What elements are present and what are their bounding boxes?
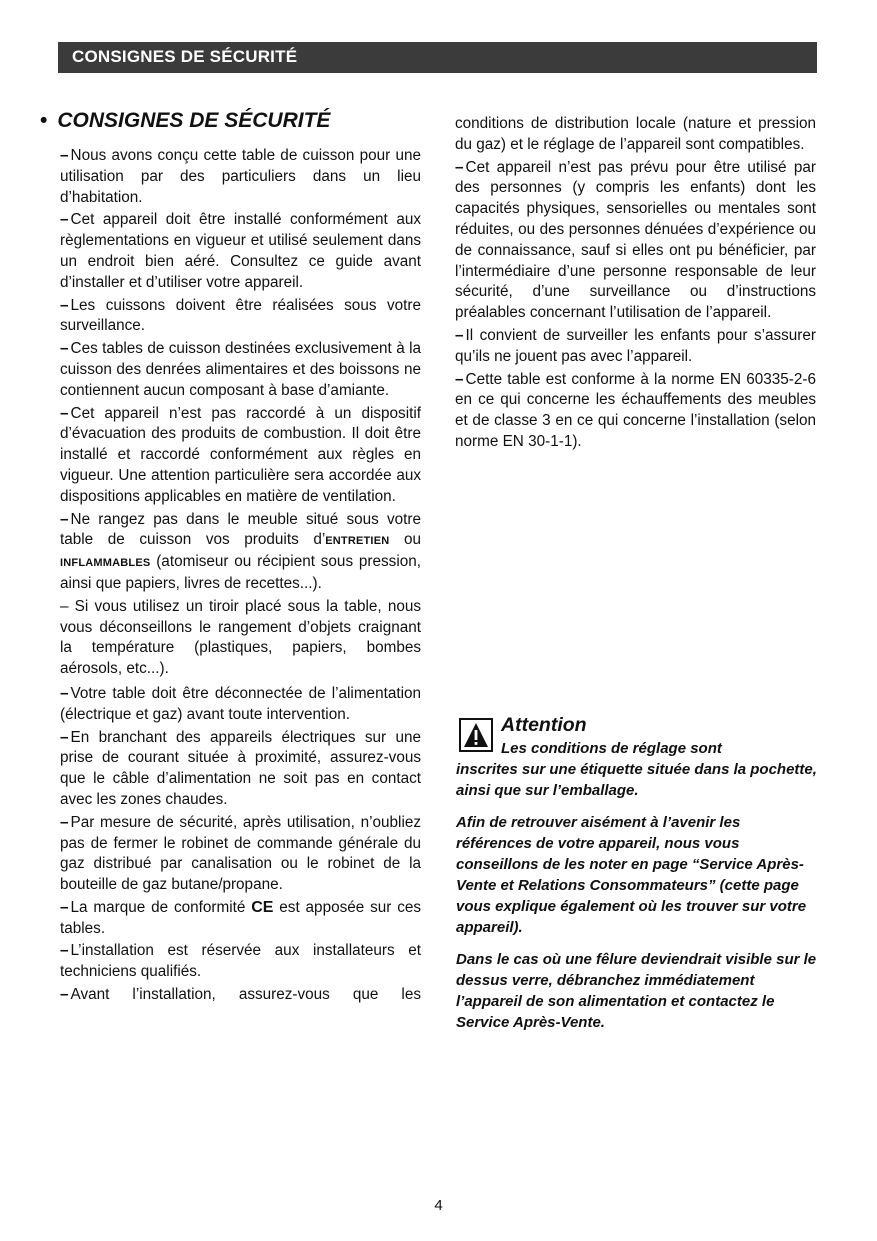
paragraph-text: Votre table doit être déconnectée de l’alimentation (électrique et gaz) avant toute intervention. <box>60 684 421 723</box>
paragraph-text: Cet appareil n’est pas raccordé à un dispositif d’évacuation des produits de combustion. Il doit être installé et raccordé conformément aux règles en vigueur. Une attention particulière sera accordée aux dispositions applicables en matière de ventilation. <box>60 404 421 505</box>
paragraph-text: Ne rangez pas dans le meuble situé sous votre table de cuisson vos produits d’ <box>60 510 421 549</box>
paragraph <box>60 728 421 811</box>
paragraph-text: Cette table est conforme à la norme EN 60335-2-6 en ce qui concerne les échauffements des meubles et de classe 3 en ce qui concerne l’installation (selon norme EN 30-1-1). <box>455 370 816 450</box>
dash: – <box>455 326 464 344</box>
left-column <box>60 146 421 1006</box>
dash: – <box>60 986 69 1004</box>
paragraph <box>60 985 421 1006</box>
page-number: 4 <box>434 1197 443 1214</box>
dash: – <box>60 147 69 164</box>
paragraph <box>455 370 816 453</box>
dash: – <box>60 898 69 916</box>
inflammables-label: INFLAMMABLES <box>60 557 151 570</box>
section-title <box>40 109 330 133</box>
paragraph-text: Cet appareil n’est pas prévu pour être utilisé par des personnes (y compris les enfants) dont les capacités physiques, sensorielles ou mentales sont réduites, ou des personnes dénuées d’expérience ou de connaissance, sauf si elles ont pu bénéficier, par l’intermédiaire d’une personne responsable de leur sécurité, d’une surveillance ou d’instructions préalables concernant l’utilisation de l’appareil. <box>455 158 816 322</box>
paragraph-text: Il convient de surveiller les enfants pour s’assurer qu’ils ne jouent pas avec l’appareil. <box>455 326 816 365</box>
dash: – <box>60 211 69 229</box>
paragraph-text: est apposée sur ces tables. <box>60 898 421 937</box>
entretien-label: ENTRETIEN <box>325 535 390 548</box>
paragraph-text: ou <box>389 531 421 549</box>
paragraph-text: conditions de distribution locale (nature et pression du gaz) et le réglage de l’appareil sont compatibles. <box>455 115 816 153</box>
paragraph <box>60 296 421 338</box>
paragraph-text: Par mesure de sécurité, après utilisation, n’oubliez pas de fermer le robinet de commande générale du gaz distribué par canalisation ou le robinet de la bouteille de gaz butane/propane. <box>60 813 421 894</box>
paragraph-text: L’installation est réservée aux installateurs et techniciens qualifiés. <box>60 942 421 981</box>
attention-lead: Les conditions de réglage sont <box>501 740 722 757</box>
paragraph-text: Ces tables de cuisson destinées exclusivement à la cuisson des denrées alimentaires et des boissons ne contiennent aucun composant à base d’amiante. <box>60 340 421 399</box>
attention-paragraph: Dans le cas où une fêlure deviendrait visible sur le dessus verre, débranchez immédiatement l’appareil de son alimentation et contactez le Service Après-Vente. <box>456 951 817 1031</box>
header-title: CONSIGNES DE SÉCURITÉ <box>72 47 298 66</box>
attention-body <box>456 759 818 1044</box>
paragraph-text: Nous avons conçu cette table de cuisson pour une utilisation par des particuliers dans un lieu d’habitation. <box>60 147 421 206</box>
paragraph <box>60 404 421 508</box>
paragraph <box>455 114 816 156</box>
paragraph <box>60 339 421 401</box>
paragraph-text: Cet appareil doit être installé conformément aux règlementations en vigueur et utilisé seulement dans un endroit bien aéré. Consultez ce guide avant d’installer et d’utiliser votre appareil. <box>60 211 421 291</box>
paragraph <box>60 510 421 595</box>
paragraph-text: – Si vous utilisez un tiroir placé sous la table, nous vous déconseillons le rangement d’objets craignant la température (plastiques, papiers, bombes aérosols, etc...). <box>60 597 421 678</box>
paragraph <box>60 898 421 940</box>
paragraph <box>60 597 421 680</box>
dash: – <box>60 340 69 358</box>
dash: – <box>60 510 69 528</box>
paragraph-text: Les cuissons doivent être réalisées sous votre surveillance. <box>60 296 421 335</box>
right-column <box>455 114 816 455</box>
paragraph-text: (atomiseur ou récipient sous pression, ainsi que papiers, livres de recettes...). <box>60 553 421 592</box>
paragraph <box>60 210 421 293</box>
section-bullet: • <box>40 109 48 132</box>
dash: – <box>455 158 464 176</box>
paragraph-text: La marque de conformité <box>70 898 252 916</box>
paragraph <box>60 146 421 208</box>
paragraph-text: En branchant des appareils électriques sur une prise de courant située à proximité, assurez-vous que le câble d’alimentation ne soit pas en contact avec les zones chaudes. <box>60 728 421 808</box>
dash: – <box>60 404 69 422</box>
dash: – <box>60 296 69 314</box>
paragraph <box>455 326 816 368</box>
warning-triangle-icon <box>459 718 493 752</box>
paragraph <box>60 813 421 896</box>
paragraph-text: Avant l’installation, assurez-vous que les <box>70 986 421 1004</box>
attention-paragraph: inscrites sur une étiquette située dans la pochette, ainsi que sur l’emballage. <box>456 761 817 799</box>
attention-paragraph: Afin de retrouver aisément à l’avenir les références de votre appareil, nous vous conseillons de les noter en page “Service Après-Vente et Relations Consommateurs” (cette page vous explique également où les trouver sur votre appareil). <box>456 814 807 936</box>
dash: – <box>60 813 69 831</box>
attention-title: Attention <box>501 714 587 736</box>
paragraph <box>455 158 816 324</box>
dash: – <box>60 684 69 702</box>
ce-mark: CE <box>251 898 274 916</box>
paragraph <box>60 941 421 983</box>
dash: – <box>60 728 69 746</box>
dash: – <box>60 942 69 960</box>
dash: – <box>455 370 464 388</box>
section-title-text: CONSIGNES DE SÉCURITÉ <box>57 109 331 132</box>
header-bar <box>58 42 817 73</box>
paragraph <box>60 684 421 726</box>
